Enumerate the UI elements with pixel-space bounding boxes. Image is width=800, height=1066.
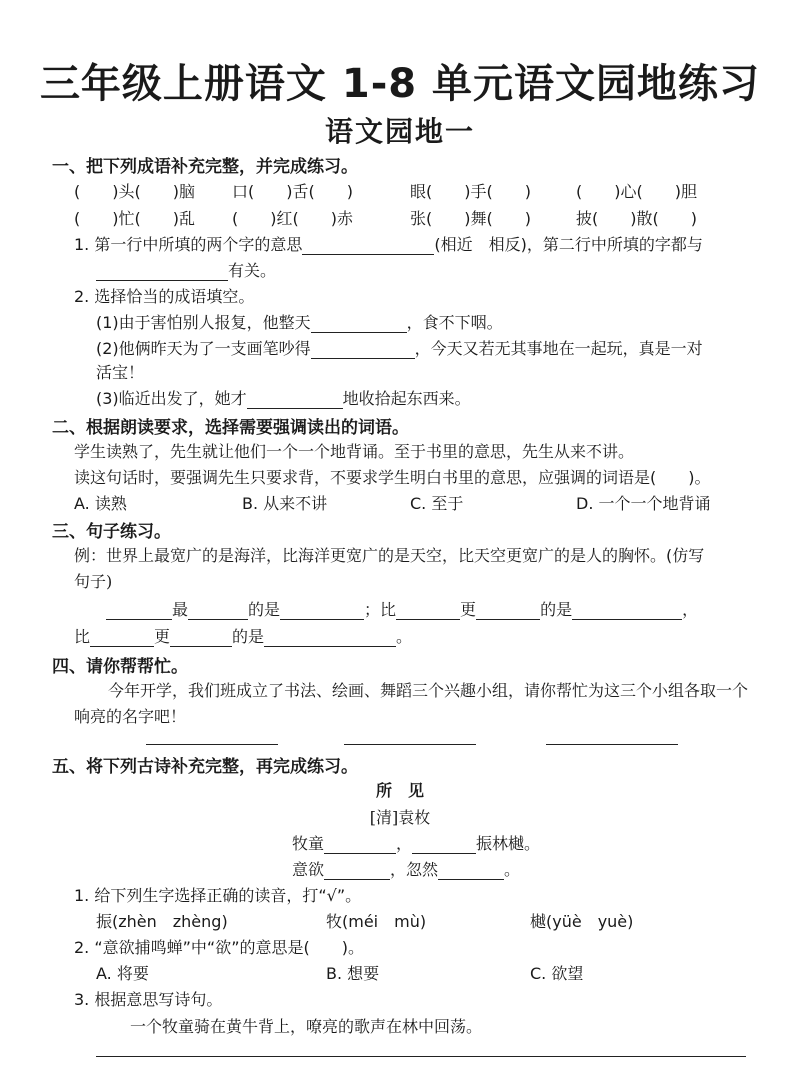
answer-blank[interactable]	[324, 861, 390, 880]
option-a[interactable]: A. 将要	[96, 964, 149, 983]
idiom-cell[interactable]: ( )忙( )乱	[74, 209, 195, 228]
answer-blank[interactable]	[264, 628, 396, 647]
answer-blank[interactable]	[396, 601, 460, 620]
idiom-cell[interactable]: ( )心( )胆	[576, 182, 697, 201]
s1-question-2-2: (2)他俩昨天为了一支画笔吵得 ，今天又若无其事地在一起玩，真是一对	[96, 339, 703, 358]
s4-text-cont: 响亮的名字吧！	[74, 707, 187, 726]
answer-blank[interactable]	[247, 390, 343, 409]
s3-example-cont: 句子)	[74, 572, 113, 591]
option-c[interactable]: C. 至于	[410, 494, 464, 513]
s5-question-3-text: 一个牧童骑在黄牛背上，嘹亮的歌声在林中回荡。	[130, 1017, 483, 1036]
poem-author: [清]袁枚	[369, 808, 431, 827]
option-b[interactable]: B. 从来不讲	[242, 494, 328, 513]
option-b[interactable]: B. 想要	[326, 964, 380, 983]
s3-example: 例：世界上最宽广的是海洋，比海洋更宽广的是天空，比天空更宽广的是人的胸怀。(仿写	[74, 546, 705, 565]
section-subtitle: 语文园地一	[324, 115, 475, 148]
answer-blank[interactable]	[311, 340, 415, 359]
group-name-blank-2[interactable]	[344, 744, 476, 745]
s1-question-2-3: (3)临近出发了，她才 地收拾起东西来。	[96, 389, 471, 408]
idiom-cell[interactable]: ( )红( )赤	[232, 209, 353, 228]
s5-question-2: 2. “意欲捕鸣蝉”中“欲”的意思是( )。	[74, 938, 364, 957]
s1-question-1: 1. 第一行中所填的两个字的意思 (相近 相反)，第二行中所填的字都与	[74, 235, 703, 254]
answer-blank[interactable]	[412, 835, 476, 854]
answer-blank[interactable]	[96, 262, 228, 281]
poem-line-1: 牧童 ， 振林樾。	[292, 834, 541, 853]
answer-blank[interactable]	[170, 628, 232, 647]
idiom-cell[interactable]: ( )头( )脑	[74, 182, 195, 201]
option-c[interactable]: C. 欲望	[530, 964, 584, 983]
poem-line-2: 意欲 ，忽然 。	[292, 860, 521, 879]
s1-question-1-cont: 有关。	[96, 258, 276, 281]
s1-question-2: 2. 选择恰当的成语填空。	[74, 287, 255, 306]
group-name-blank-3[interactable]	[546, 744, 678, 745]
section-5-heading: 五、将下列古诗补充完整，再完成练习。	[52, 757, 358, 777]
answer-blank[interactable]	[280, 601, 364, 620]
answer-line[interactable]	[96, 1056, 746, 1057]
section-2-heading: 二、根据朗读要求，选择需要强调读出的词语。	[52, 418, 409, 438]
poem-title: 所 见	[375, 781, 424, 800]
section-4-heading: 四、请你帮帮忙。	[52, 657, 188, 677]
idiom-cell[interactable]: 张( )舞( )	[410, 209, 531, 228]
s1-question-2-2-cont: 活宝！	[96, 363, 145, 382]
answer-blank[interactable]	[106, 601, 172, 620]
page-title: 三年级上册语文 1-8 单元语文园地练习	[39, 61, 761, 107]
pinyin-choice[interactable]: 樾(yüè yuè)	[530, 912, 634, 931]
answer-blank[interactable]	[90, 628, 154, 647]
answer-blank[interactable]	[311, 314, 407, 333]
answer-blank[interactable]	[476, 601, 540, 620]
s3-rewrite-line-2: 比 更 的是 。	[74, 627, 413, 646]
answer-blank[interactable]	[188, 601, 248, 620]
answer-blank[interactable]	[572, 601, 682, 620]
pinyin-choice[interactable]: 振(zhèn zhèng)	[96, 912, 228, 931]
answer-blank[interactable]	[438, 861, 504, 880]
s1-question-2-1: (1)由于害怕别人报复，他整天 ，食不下咽。	[96, 313, 503, 332]
s3-rewrite-line-1: 最 的是 ；比 更 的是 ，	[106, 597, 698, 620]
s5-question-3: 3. 根据意思写诗句。	[74, 990, 223, 1009]
group-name-blank-1[interactable]	[146, 744, 278, 745]
idiom-cell[interactable]: 披( )散( )	[576, 209, 697, 228]
section-3-heading: 三、句子练习。	[52, 522, 171, 542]
pinyin-choice[interactable]: 牧(méi mù)	[326, 912, 427, 931]
idiom-cell[interactable]: 眼( )手( )	[410, 182, 531, 201]
s2-passage: 学生读熟了，先生就让他们一个一个地背诵。至于书里的意思，先生从来不讲。	[74, 442, 635, 461]
option-a[interactable]: A. 读熟	[74, 494, 127, 513]
answer-blank[interactable]	[324, 835, 396, 854]
answer-blank[interactable]	[302, 236, 434, 255]
idiom-cell[interactable]: 口( )舌( )	[232, 182, 353, 201]
s5-question-1: 1. 给下列生字选择正确的读音，打“√”。	[74, 886, 362, 905]
s4-text: 今年开学，我们班成立了书法、绘画、舞蹈三个兴趣小组，请你帮忙为这三个小组各取一个	[108, 681, 749, 700]
s2-question: 读这句话时，要强调先生只要求背，不要求学生明白书里的意思，应强调的词语是( )。	[74, 468, 711, 487]
section-1-heading: 一、把下列成语补充完整，并完成练习。	[52, 157, 358, 177]
option-d[interactable]: D. 一个一个地背诵	[576, 494, 711, 513]
